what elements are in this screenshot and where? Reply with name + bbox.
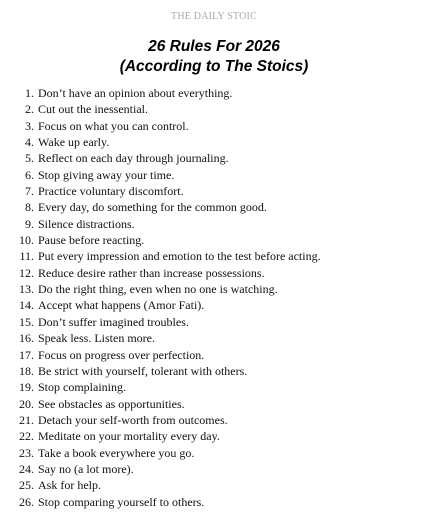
rule-item [14,216,428,232]
rule-text: Don’t suffer imagined troubles. [38,314,189,329]
rule-number: 10. [19,233,34,248]
rule-number: 25. [19,478,34,493]
rule-number: 14. [19,298,34,313]
rule-text: Focus on progress over perfection. [38,347,205,362]
rule-item [14,461,428,477]
rule-text: Reflect on each day through journaling. [38,151,229,166]
rule-item [14,494,428,510]
rule-text: Say no (a lot more). [38,461,134,476]
rule-text: Do the right thing, even when no one is watching. [38,282,278,297]
rule-text: Wake up early. [38,135,110,150]
rule-item [14,477,428,493]
rule-text: Ask for help. [38,478,101,493]
rule-number: 1. [25,86,34,100]
page-subtitle: (According to The Stoics) [119,58,309,75]
rule-item [14,85,428,101]
rule-number: 5. [25,151,34,166]
rule-text: Cut out the inessential. [38,102,148,117]
rule-text: Stop giving away your time. [38,167,175,182]
rule-item [14,101,428,117]
rule-item [14,297,428,313]
rule-text: Silence distractions. [38,216,135,231]
rule-item [14,396,428,412]
rule-text: Accept what happens (Amor Fati). [38,298,205,313]
rule-number: 26. [19,494,34,509]
rule-text: Detach your self-worth from outcomes. [38,412,228,427]
rule-number: 21. [19,412,34,427]
rule-number: 9. [25,216,34,231]
rule-item [14,150,428,166]
rule-text: Put every impression and emotion to the test before acting. [38,249,321,264]
rule-number: 4. [25,135,34,150]
rule-number: 20. [19,396,34,411]
rule-text: Meditate on your mortality every day. [38,429,220,444]
rule-item [14,428,428,444]
rule-text: Take a book everywhere you go. [38,445,195,460]
rule-text: Speak less. Listen more. [38,331,155,346]
rule-item [14,265,428,281]
rule-item [14,330,428,346]
rule-text: Be strict with yourself, tolerant with others. [38,363,248,378]
rule-number: 3. [25,118,34,133]
rule-text: Focus on what you can control. [38,118,189,133]
rule-text: Reduce desire rather than increase possessions. [38,265,265,280]
rule-text: See obstacles as opportunities. [38,396,185,411]
rule-number: 23. [19,445,34,460]
rule-item [14,412,428,428]
rule-text: Practice voluntary discomfort. [38,184,184,199]
rule-number: 16. [19,331,34,346]
rule-item [14,281,428,297]
rule-number: 17. [19,347,34,362]
rule-text: Stop comparing yourself to others. [38,494,205,509]
rule-number: 19. [19,380,34,395]
rule-number: 11. [19,249,34,264]
rule-text: Don’t have an opinion about everything. [38,86,233,100]
rule-text: Stop complaining. [38,380,126,395]
rule-number: 18. [19,363,34,378]
rule-text: Every day, do something for the common good. [38,200,267,215]
rule-item [14,183,428,199]
rule-item [14,167,428,183]
rule-number: 22. [19,429,34,444]
rule-number: 7. [25,184,34,199]
brand-header: THE DAILY STOIC [171,11,257,22]
rule-number: 15. [19,314,34,329]
rule-item [14,134,428,150]
rule-item [14,118,428,134]
rule-number: 8. [25,200,34,215]
rule-item [14,363,428,379]
rule-number: 6. [25,167,34,182]
rule-item [14,232,428,248]
rule-number: 2. [25,102,34,117]
rules-list [14,85,428,510]
rule-item [14,445,428,461]
rule-item [14,347,428,363]
rule-number: 13. [19,282,34,297]
rule-item [14,314,428,330]
page-title: 26 Rules For 2026 [148,38,280,55]
rule-item [14,248,428,264]
rule-item [14,199,428,215]
rule-number: 24. [19,461,34,476]
rule-number: 12. [19,265,34,280]
rule-item [14,379,428,395]
rule-text: Pause before reacting. [38,233,145,248]
